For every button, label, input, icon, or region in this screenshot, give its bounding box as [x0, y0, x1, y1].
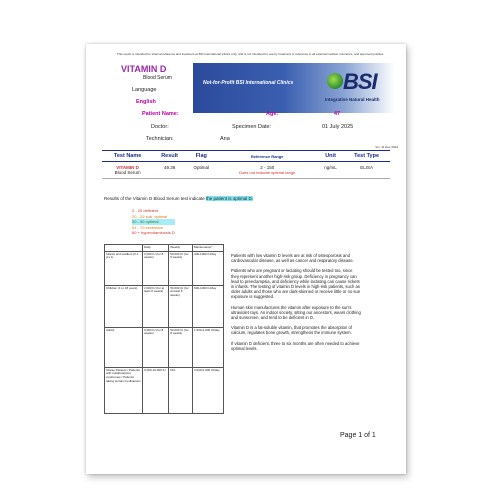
- table-row: [102, 162, 390, 179]
- cell-type: ELISA: [343, 162, 390, 179]
- dosage-table: [104, 244, 224, 414]
- dose-cell: Adults: [105, 327, 143, 367]
- table-row: [105, 327, 224, 367]
- language-value: English: [136, 99, 156, 105]
- report-subtitle: Blood Serum: [143, 75, 172, 81]
- cell-result: 49.36: [153, 162, 186, 179]
- dose-cell: 50,000 IU (for 6 weeks): [169, 251, 193, 285]
- result-summary: [104, 196, 253, 201]
- dose-col-group: [105, 245, 143, 252]
- dose-cell: 50,000 IU (for 8 weeks): [169, 327, 193, 367]
- dose-col-daily: Daily: [143, 245, 169, 252]
- doctor-label: Doctor:: [151, 124, 169, 130]
- dose-cell: 3,000-6,000 IU/day: [193, 367, 224, 413]
- table-row: [105, 367, 224, 413]
- dose-cell: Children (1 to 18 years): [105, 285, 143, 327]
- report-title: VITAMIN D: [121, 64, 167, 74]
- language-label: Language: [132, 87, 157, 93]
- note-paragraph: Vitamin D is a fat-soluble vitamin, that promotes the absorption of calcium, regulates bone growth, strengthens the immune system.: [231, 325, 352, 336]
- scale-item: 30 - 50 optimal: [132, 219, 175, 225]
- specimen-date-label: Specimen Date:: [232, 124, 272, 130]
- result-summary-text: Results of the Vitamin D Blood Serum test indicate: [104, 196, 205, 201]
- technician-label: Technician:: [146, 136, 174, 142]
- note-paragraph: If vitamin D deficient, three to six months are often needed to achieve optimal levels.: [231, 340, 360, 351]
- banner-text: Not-for-Profit BSI International Clinics: [203, 80, 294, 86]
- test-name: VITAMIN D: [116, 165, 139, 170]
- reference-scale: [132, 208, 175, 236]
- technician-value: Ana: [220, 136, 230, 142]
- dose-cell: 400-1000 IU/day: [193, 251, 224, 285]
- dose-cell: Obese Patients / Patients with malabsorption syndromes / Patients taking certain medications: [105, 367, 143, 413]
- col-flag: Flag: [186, 151, 217, 162]
- cell-range: [216, 162, 317, 179]
- brand-logo: BSI: [343, 69, 377, 94]
- dose-cell: 2,000 IU (for at least 6 weeks): [143, 285, 169, 327]
- range-value: 2 - 150: [260, 165, 275, 170]
- version-stamp: Ver. 11 Dec 2024: [375, 145, 398, 149]
- col-reference-range: Reference Range: [216, 151, 317, 162]
- note-paragraph: Patients who are pregnant or lactating should be tested too, since they represent another high-risk group. Deficiency in pregnancy can lead to preeclampsia, and deficiency while lactating can cause rickets in infants. The testing of vitamin D levels in high-risk patients, such as older adults and those who are dark-skinned or receive little or no sun exposure is suggested.: [231, 268, 361, 300]
- clinic-logo-banner: [193, 63, 395, 113]
- dose-cell: 2,000 IU (for 8 weeks): [143, 251, 169, 285]
- brand-tagline: Integrative Natural Health: [325, 97, 380, 102]
- dose-cell: 1,500-2,000 IU/day: [193, 327, 224, 367]
- results-table: [102, 150, 390, 179]
- table-row: [105, 285, 224, 327]
- dose-cell: 50,000 IU (for at least 6 weeks): [169, 285, 193, 327]
- dose-col-maintenance: Maintenance*: [193, 245, 224, 252]
- result-highlight: the patient is optimal D.: [205, 196, 254, 201]
- col-test-name: Test Name: [102, 151, 153, 162]
- scale-item: 20 - 29 sub. optimal: [132, 213, 168, 219]
- disclaimer-text: This report is intended for internal reference and treatment at BSI International Clinics only, and is not intended for use by treatment or reference in all external medical, insurance, and approved policies.: [116, 52, 385, 56]
- cell-unit: ng/mL: [318, 162, 343, 179]
- dose-cell: 600-1000 IU/day: [193, 285, 224, 327]
- scale-item: 2 - 20 deficient: [132, 208, 159, 213]
- dose-cell: 6,000-10,000 IU: [143, 367, 169, 413]
- note-paragraph: Human skin manufactures the vitamin after exposure to the sun's ultraviolet rays. An indoor society, sitting our ancestors, wears clothing and sunscreen, and tend to be deficient in D.: [231, 304, 361, 321]
- report-page: [86, 44, 406, 474]
- age-label: Age:: [266, 111, 279, 117]
- dose-cell: 6,000 IU (for 8 weeks): [143, 327, 169, 367]
- col-unit: Unit: [318, 151, 343, 162]
- patient-name-label: Patient Name:: [142, 111, 179, 117]
- page-indicator: Page 1 of 1: [340, 432, 376, 439]
- age-value: 47: [334, 111, 341, 117]
- specimen-date-value: 01 July 2025: [322, 124, 354, 130]
- col-test-type: Test Type: [343, 151, 390, 162]
- test-sub: Blood Serum: [114, 170, 141, 175]
- scale-item: 60 + hypervitaminosis D: [132, 230, 175, 235]
- cell-test-name: [102, 162, 153, 179]
- dose-col-weekly: Weekly: [169, 245, 193, 252]
- table-row: [105, 251, 224, 285]
- dose-cell: Infants and toddlers (0-1 yrs &: [105, 251, 143, 285]
- col-result: Result: [153, 151, 186, 162]
- note-paragraph: Patients with low vitamin D levels are at risk of osteoporosis and cardiovascular disease, as well as cancer and respiratory disease.: [231, 253, 354, 264]
- clinical-notes: [231, 253, 361, 356]
- globe-icon: [327, 73, 343, 89]
- scale-item: 51 - 70 excessive: [132, 224, 164, 230]
- range-note: Does not indicate optimal range: [239, 170, 296, 175]
- dose-cell: N/A: [169, 367, 193, 413]
- cell-flag: Optimal: [186, 162, 217, 179]
